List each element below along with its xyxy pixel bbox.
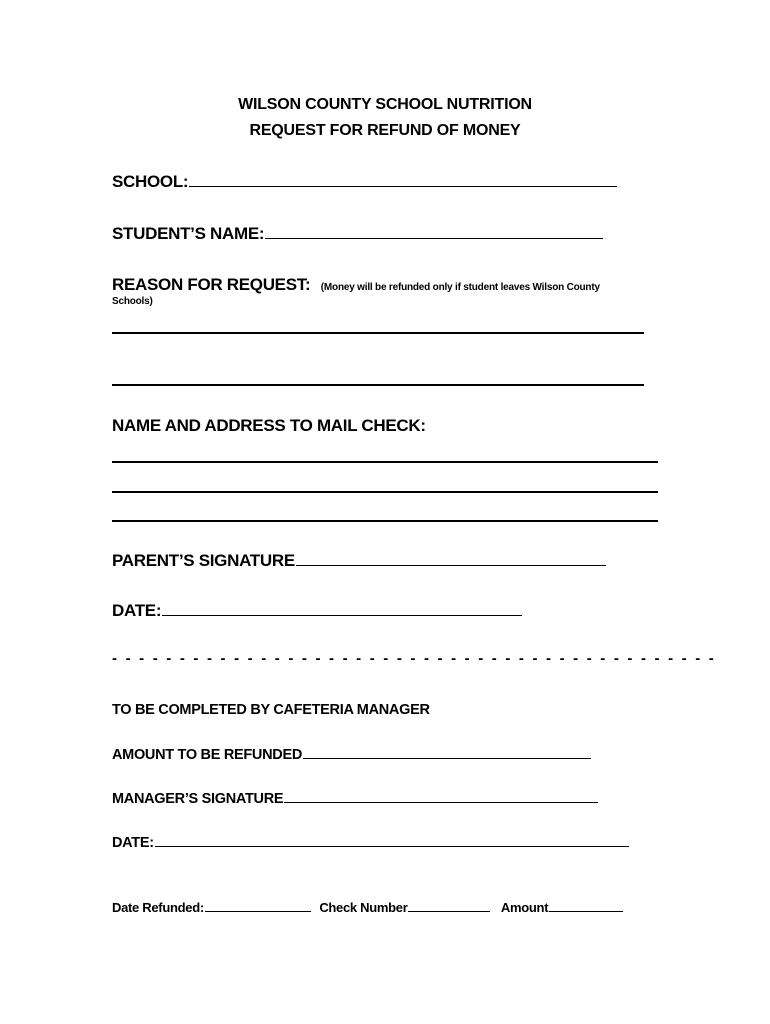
check-number-label: Check Number	[319, 900, 408, 915]
reason-row	[112, 275, 600, 295]
footer-amount-label: Amount	[500, 900, 549, 915]
reason-note: (Money will be refunded only if student leaves Wilson County	[320, 282, 600, 293]
form-title-line2: REQUEST FOR REFUND OF MONEY	[249, 122, 521, 139]
manager-date-row	[112, 834, 629, 852]
reason-note-continued: Schools)	[112, 296, 153, 307]
parent-signature-field[interactable]	[296, 564, 606, 566]
parent-signature-row	[112, 551, 606, 571]
school-field[interactable]	[189, 185, 617, 187]
form-title-line1: WILSON COUNTY SCHOOL NUTRITION	[238, 96, 532, 113]
parent-date-row	[112, 601, 522, 621]
date-refunded-field[interactable]	[205, 910, 311, 912]
manager-signature-row	[112, 790, 598, 808]
manager-signature-field[interactable]	[284, 801, 598, 803]
cut-line-separator: - - - - - - - - - - - - - - - - - - - - - - - - - - - - - - - - - - - - - - - - - - - - -	[112, 650, 716, 667]
parent-date-label: DATE:	[112, 601, 162, 620]
school-label: SCHOOL:	[112, 172, 189, 191]
mail-address-line-3[interactable]	[112, 520, 658, 522]
check-number-field[interactable]	[408, 910, 490, 912]
student-name-row	[112, 224, 603, 244]
parent-signature-label: PARENT’S SIGNATURE	[112, 551, 295, 570]
manager-date-label: DATE:	[112, 835, 154, 851]
footer-row	[112, 899, 623, 917]
manager-section-heading: TO BE COMPLETED BY CAFETERIA MANAGER	[112, 702, 430, 718]
manager-signature-label: MANAGER’S SIGNATURE	[112, 791, 284, 807]
reason-line-1[interactable]	[112, 332, 644, 334]
amount-refunded-label: AMOUNT TO BE REFUNDED	[112, 747, 302, 763]
manager-date-field[interactable]	[155, 845, 629, 847]
reason-line-2[interactable]	[112, 384, 644, 386]
footer-amount-field[interactable]	[549, 910, 623, 912]
amount-refunded-field[interactable]	[303, 757, 591, 759]
parent-date-field[interactable]	[162, 614, 522, 616]
school-row	[112, 172, 617, 192]
reason-label: REASON FOR REQUEST:	[112, 275, 311, 294]
date-refunded-label: Date Refunded:	[112, 900, 204, 915]
student-name-label: STUDENT’S NAME:	[112, 224, 265, 243]
amount-row	[112, 746, 591, 764]
mail-address-line-2[interactable]	[112, 491, 658, 493]
mail-check-label: NAME AND ADDRESS TO MAIL CHECK:	[112, 416, 426, 435]
mail-address-line-1[interactable]	[112, 461, 658, 463]
student-name-field[interactable]	[265, 237, 603, 239]
